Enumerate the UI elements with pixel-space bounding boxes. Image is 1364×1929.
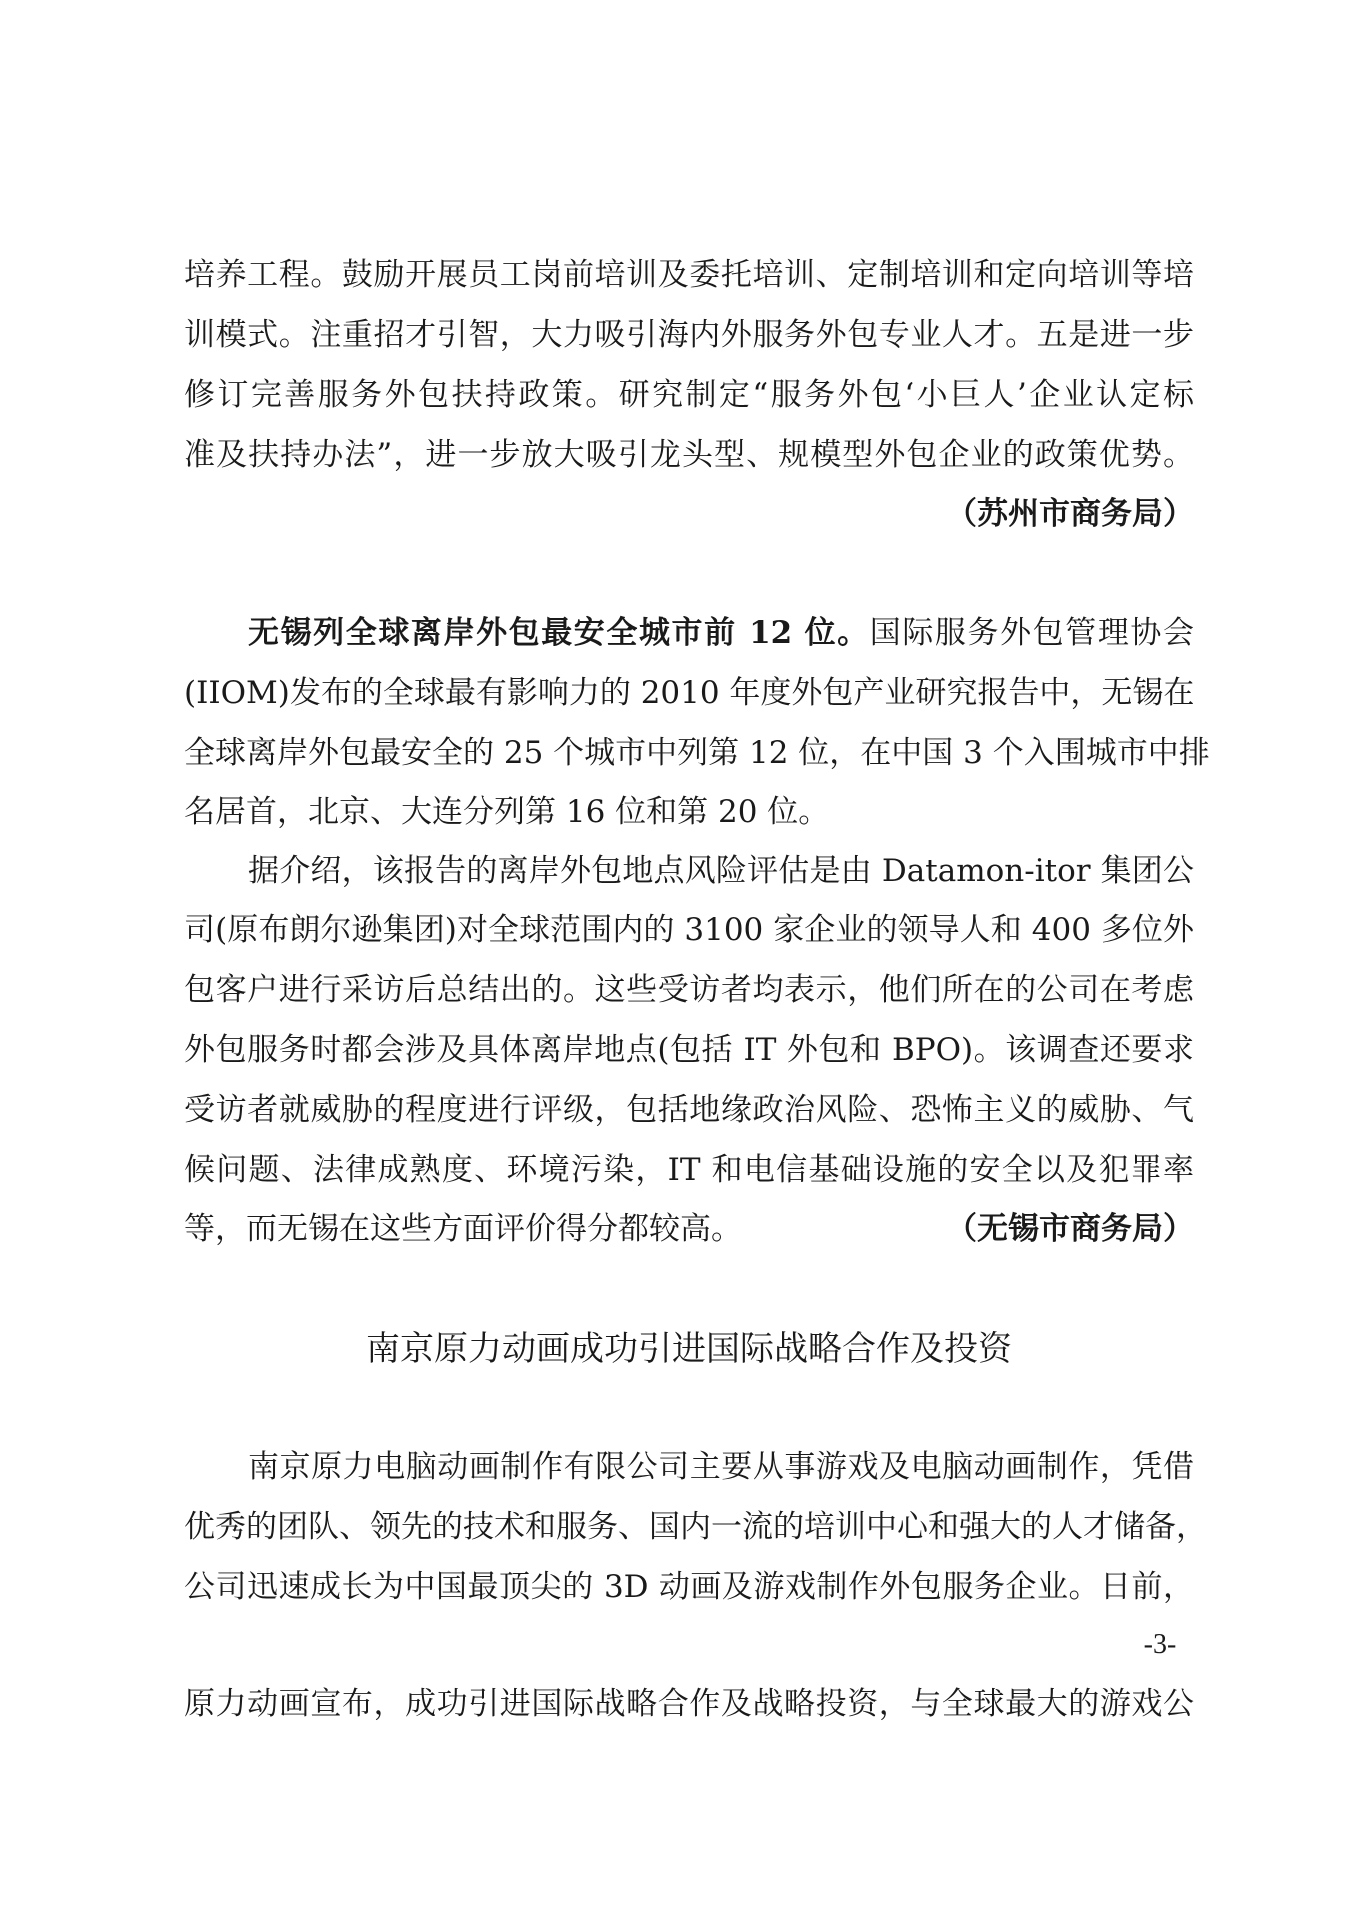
page-number: -3-: [1143, 1629, 1177, 1660]
news-item-text: 国际服务外包管理协会: [869, 615, 1194, 651]
article-heading: 南京原力动画成功引进国际战略合作及投资: [366, 1329, 1012, 1369]
source-attribution: （无锡市商务局）: [946, 1211, 1194, 1247]
paragraph-line: 公司迅速成长为中国最顶尖的 3D 动画及游戏制作外包服务企业。日前，: [184, 1569, 1194, 1605]
paragraph-line: 原力动画宣布，成功引进国际战略合作及战略投资，与全球最大的游戏公: [184, 1686, 1194, 1722]
paragraph-line: 南京原力电脑动画制作有限公司主要从事游戏及电脑动画制作，凭借: [248, 1449, 1194, 1485]
paragraph-line: (IIOM)发布的全球最有影响力的 2010 年度外包产业研究报告中，无锡在: [184, 675, 1195, 711]
paragraph-line: 包客户进行采访后总结出的。这些受访者均表示，他们所在的公司在考虑: [184, 972, 1194, 1008]
paragraph-line: 优秀的团队、领先的技术和服务、国内一流的培训中心和强大的人才储备，: [184, 1509, 1207, 1545]
paragraph-line: 外包服务时都会涉及具体离岸地点(包括 IT 外包和 BPO)。该调查还要求: [184, 1032, 1194, 1068]
source-attribution: （苏州市商务局）: [946, 496, 1194, 532]
news-item-first-line: [184, 613, 1194, 653]
paragraph-text: 等，而无锡在这些方面评价得分都较高。: [184, 1211, 742, 1247]
news-item-title: 无锡列全球离岸外包最安全城市前 12 位。: [248, 615, 870, 651]
paragraph-line: 全球离岸外包最安全的 25 个城市中列第 12 位，在中国 3 个入围城市中排: [184, 735, 1210, 771]
paragraph-line: 受访者就威胁的程度进行评级，包括地缘政治风险、恐怖主义的威胁、气: [184, 1092, 1194, 1128]
paragraph-line: 候问题、法律成熟度、环境污染，IT 和电信基础设施的安全以及犯罪率: [184, 1152, 1194, 1188]
paragraph-line: 准及扶持办法”，进一步放大吸引龙头型、规模型外包企业的政策优势。: [184, 437, 1194, 473]
paragraph-line: 培养工程。鼓励开展员工岗前培训及委托培训、定制培训和定向培训等培: [184, 257, 1194, 293]
paragraph-line: 修订完善服务外包扶持政策。研究制定“服务外包‘小巨人’企业认定标: [184, 377, 1194, 413]
paragraph-line: 据介绍，该报告的离岸外包地点风险评估是由 Datamon-itor 集团公: [248, 853, 1194, 889]
paragraph-line: 名居首，北京、大连分列第 16 位和第 20 位。: [184, 794, 830, 830]
paragraph-line: 训模式。注重招才引智，大力吸引海内外服务外包专业人才。五是进一步: [184, 317, 1194, 353]
paragraph-line: 司(原布朗尔逊集团)对全球范围内的 3100 家企业的领导人和 400 多位外: [184, 912, 1194, 948]
